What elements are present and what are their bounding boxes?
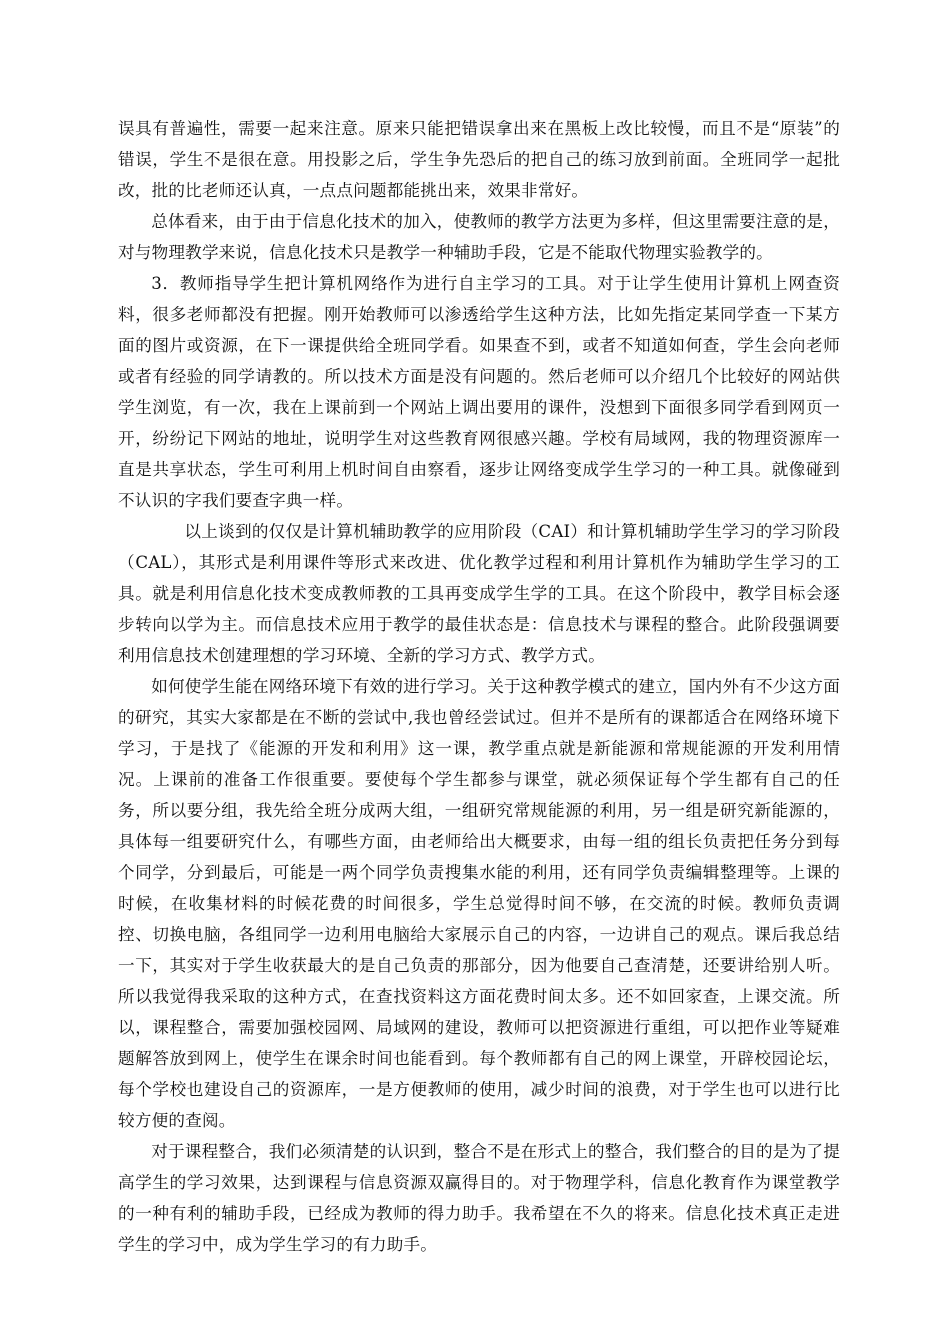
paragraph-conclusion: 对于课程整合，我们必须清楚的认识到，整合不是在形式上的整合，我们整合的目的是为了提高学生的学习效果，达到课程与信息资源双赢得目的。对于物理学科，信息化教育作为课堂教学的一种有利的辅助手段，已经成为教师的得力助手。我希望在不久的将来。信息化技术真正走进学生的学习中，成为学生学习的有力助手。 <box>118 1142 840 1254</box>
paragraph-point-3: 3．教师指导学生把计算机网络作为进行自主学习的工具。对于让学生使用计算机上网查资料，很多老师都没有把握。刚开始教师可以渗透给学生这种方法，比如先指定某同学查一下某方面的图片或资源，在下一课提供给全班同学看。如果查不到，或者不知道如何查，学生会向老师或者有经验的同学请教的。所以技术方面是没有问题的。然后老师可以介绍几个比较好的网站供学生浏览，有一次，我在上课前到一个网站上调出要用的课件，没想到下面很多同学看到网页一开，纷纷记下网站的地址，说明学生对这些教育网很感兴趣。学校有局域网，我的物理资源库一直是共享状态，学生可利用上机时间自由察看，逐步让网络变成学生学习的一种工具。就像碰到不认识的字我们要查字典一样。 <box>118 274 840 510</box>
paragraph-summary: 总体看来，由于由于信息化技术的加入，使教师的教学方法更为多样，但这里需要注意的是，对与物理教学来说，信息化技术只是教学一种辅助手段，它是不能取代物理实验教学的。 <box>118 212 840 262</box>
paragraph-cai-cal: 以上谈到的仅仅是计算机辅助教学的应用阶段（CAI）和计算机辅助学生学习的学习阶段（CAL），其形式是利用课件等形式来改进、优化教学过程和利用计算机作为辅助学生学习的工具。就是利用信息化技术变成教师教的工具再变成学生学的工具。在这个阶段中，教学目标会逐步转向以学为主。而信息技术应用于教学的最佳状态是：信息技术与课程的整合。此阶段强调要利用信息技术创建理想的学习环境、全新的学习方式、教学方式。 <box>118 522 840 665</box>
paragraph-continuation: 误具有普遍性，需要一起来注意。原来只能把错误拿出来在黑板上改比较慢，而且不是“原装”的错误，学生不是很在意。用投影之后，学生争先恐后的把自己的练习放到前面。全班同学一起批改，批的比老师还认真，一点点问题都能挑出来，效果非常好。 <box>118 119 840 200</box>
document-body <box>118 113 840 1260</box>
paragraph-network-learning: 如何使学生能在网络环境下有效的进行学习。关于这种教学模式的建立，国内外有不少这方面的研究，其实大家都是在不断的尝试中,我也曾经尝试过。但并不是所有的课都适合在网络环境下学习，于是找了《能源的开发和利用》这一课，教学重点就是新能源和常规能源的开发利用情况。上课前的准备工作很重要。要使每个学生都参与课堂，就必须保证每个学生都有自己的任务，所以要分组，我先给全班分成两大组，一组研究常规能源的利用，另一组是研究新能源的，具体每一组要研究什么，有哪些方面，由老师给出大概要求，由每一组的组长负责把任务分到每个同学，分到最后，可能是一两个同学负责搜集水能的利用，还有同学负责编辑整理等。上课的时候，在收集材料的时候花费的时间很多，学生总觉得时间不够，在交流的时候。教师负责调控、切换电脑，各组同学一边利用电脑给大家展示自己的内容，一边讲自己的观点。课后我总结一下，其实对于学生收获最大的是自己负责的那部分，因为他要自己查清楚，还要讲给别人听。所以我觉得我采取的这种方式，在查找资料这方面花费时间太多。还不如回家查，上课交流。所以，课程整合，需要加强校园网、局域网的建设，教师可以把资源进行重组，可以把作业等疑难题解答放到网上，使学生在课余时间也能看到。每个教师都有自己的网上课堂，开辟校园论坛，每个学校也建设自己的资源库，一是方便教师的使用，减少时间的浪费，对于学生也可以进行比较方便的查阅。 <box>118 677 840 1130</box>
